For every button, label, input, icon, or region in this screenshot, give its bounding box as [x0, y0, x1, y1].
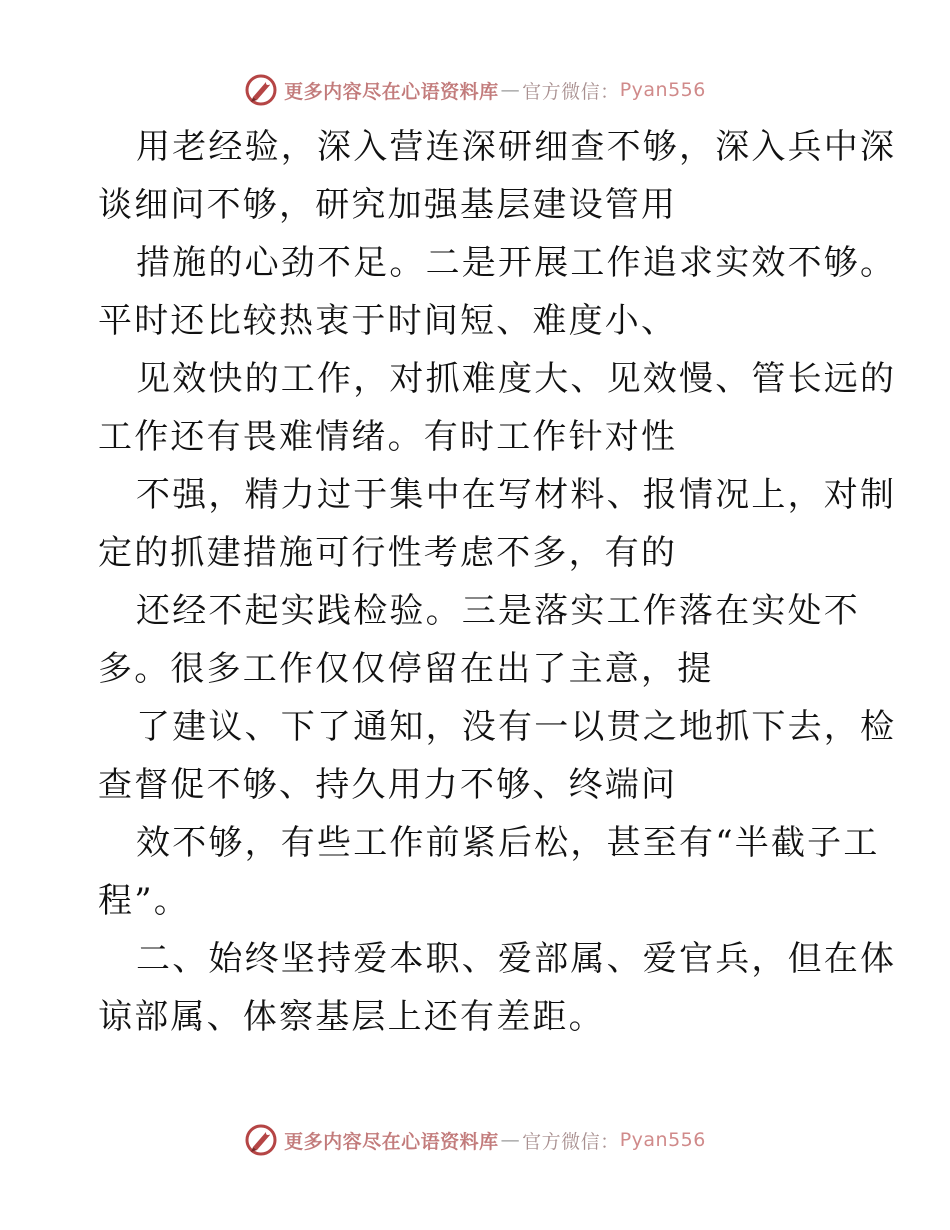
text-line: 效不够，有些工作前紧后松，甚至有“半截子工 — [136, 823, 880, 863]
document-body — [98, 118, 897, 1046]
text-line: 谅部属、体察基层上还有差距。 — [98, 997, 605, 1037]
text-line: 程”。 — [98, 881, 190, 921]
banner-title: 更多内容尽在心语资料库 — [284, 80, 499, 103]
banner-title: 更多内容尽在心语资料库 — [284, 1130, 499, 1153]
header-banner — [0, 70, 950, 110]
text-line: 二、始终坚持爱本职、爱部属、爱官兵，但在体 — [136, 939, 897, 979]
banner-dash: — — [500, 1129, 521, 1151]
text-line: 不强，精力过于集中在写材料、报情况上，对制 — [136, 475, 897, 515]
text-line: 见效快的工作，对抓难度大、见效慢、管长远的 — [136, 359, 897, 399]
text-line: 用老经验，深入营连深研细查不够，深入兵中深 — [136, 127, 897, 167]
text-line: 查督促不够、持久用力不够、终端问 — [98, 765, 678, 805]
text-line: 了建议、下了通知，没有一以贯之地抓下去，检 — [136, 707, 897, 747]
banner-wechat-label: 官方微信： — [522, 1130, 620, 1153]
banner-dash: — — [500, 79, 521, 101]
text-line: 谈细问不够，研究加强基层建设管用 — [98, 185, 678, 225]
footer-banner — [0, 1120, 950, 1160]
text-line: 还经不起实践检验。三是落实工作落在实处不 — [136, 591, 860, 631]
banner-wechat-label: 官方微信： — [522, 80, 620, 103]
pen-logo-icon — [244, 73, 278, 107]
text-line: 定的抓建措施可行性考虑不多，有的 — [98, 533, 678, 573]
text-line: 平时还比较热衷于时间短、难度小、 — [98, 301, 678, 341]
text-line: 多。很多工作仅仅停留在出了主意，提 — [98, 649, 714, 689]
banner-wechat-id: Pyan556 — [619, 1129, 706, 1151]
pen-logo-icon — [244, 1123, 278, 1157]
text-line: 工作还有畏难情绪。有时工作针对性 — [98, 417, 678, 457]
banner-wechat-id: Pyan556 — [619, 79, 706, 101]
text-line: 措施的心劲不足。二是开展工作追求实效不够。 — [136, 243, 897, 283]
